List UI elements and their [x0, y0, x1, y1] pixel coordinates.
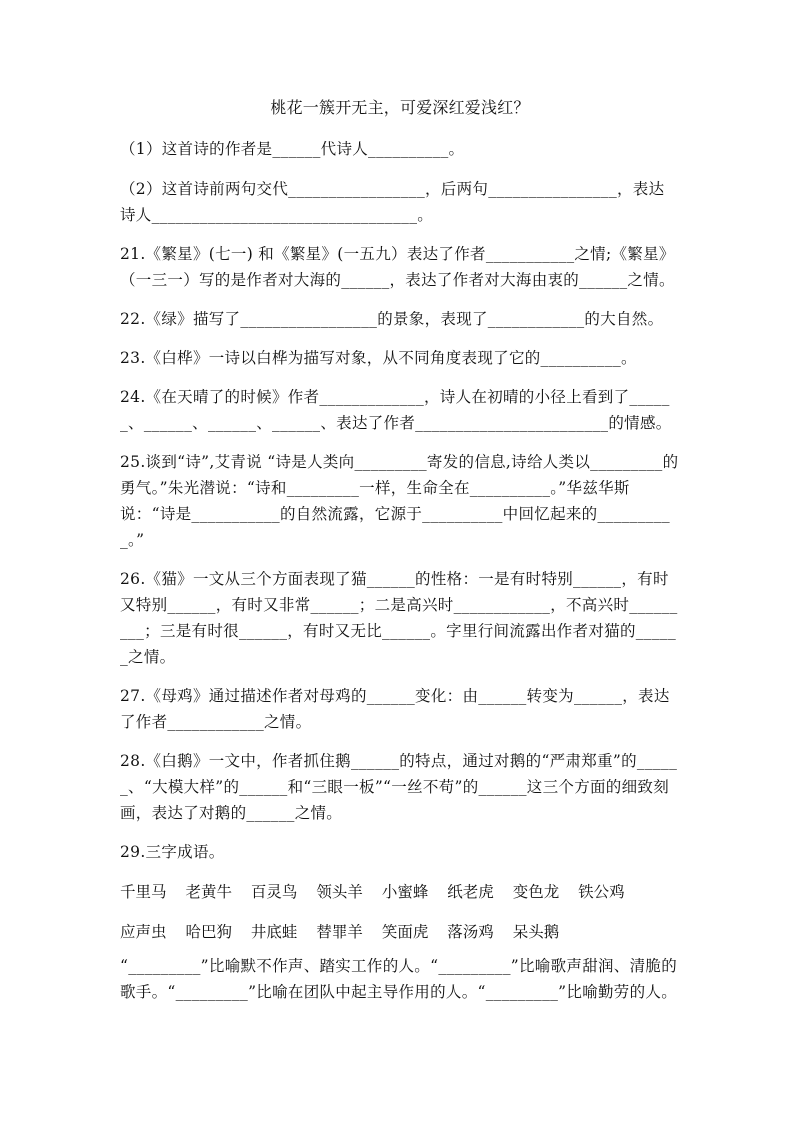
idiom: 呆头鹅 — [512, 923, 560, 941]
question-2: （2）这首诗前两句交代_________________，后两句________________，表达诗人_________________________________。 — [120, 180, 665, 224]
idiom: 应声虫 — [120, 923, 167, 941]
question-26: 26.《猫》一文从三个方面表现了猫______的性格：一是有时特别______，有时又特别______，有时又非常______；二是高兴时____________，不高兴时_________；三是有时很______，有时又无比______。字里行间流露出作者对猫的______之情。 — [120, 570, 678, 666]
poem-line: 桃花一簇开无主，可爱深红爱浅红？ — [270, 98, 530, 117]
idiom: 千里马 — [120, 883, 167, 901]
idiom: 铁公鸡 — [578, 883, 625, 901]
idioms-row-1 — [120, 879, 680, 905]
idiom: 纸老虎 — [447, 883, 494, 901]
idiom: 变色龙 — [512, 883, 560, 901]
idiom: 替罪羊 — [316, 923, 363, 941]
question-22: 22.《绿》描写了_________________的景象，表现了____________的大自然。 — [120, 310, 664, 328]
question-29: 29.三字成语。 — [120, 843, 225, 861]
question-25: 25.谈到“诗”,艾青说 “诗是人类向_________寄发的信息,诗给人类以_________的勇气。”朱光潜说：“诗和_________一样，生命全在__________。”华兹华斯说：“诗是___________的自然流露，它源于__________中回忆起来的__________。” — [120, 453, 679, 549]
idiom: 落汤鸡 — [447, 923, 494, 941]
question-28: 28.《白鹅》一文中，作者抓住鹅______的特点，通过对鹅的“严肃郑重”的______、“大模大样”的______和“三眼一板”“一丝不苟”的______这三个方面的细致刻画，表达了对鹅的______之情。 — [120, 752, 678, 822]
question-29-text: “_________”比喻默不作声、踏实工作的人。“_________”比喻歌声甜润、清脆的歌手。“_________”比喻在团队中起主导作用的人。“_________”比喻勤劳的人。 — [120, 957, 677, 1001]
idiom: 哈巴狗 — [185, 923, 232, 941]
question-21: 21.《繁星》(七一) 和《繁星》(一五九）表达了作者___________之情;《繁星》（一三一）写的是作者对大海的______，表达了作者对大海由衷的______之情。 — [120, 245, 675, 289]
idiom: 笑面虎 — [381, 923, 429, 941]
worksheet-page — [120, 96, 680, 1005]
idioms-row-2 — [120, 919, 680, 945]
idiom: 领头羊 — [316, 883, 363, 901]
question-27: 27.《母鸡》通过描述作者对母鸡的______变化：由______转变为______，表达了作者____________之情。 — [120, 687, 670, 731]
idiom: 井底蛙 — [250, 923, 298, 941]
question-24: 24.《在天晴了的时候》作者_____________，诗人在初晴的小径上看到了______、______、______、______、表达了作者________________________的情感。 — [120, 388, 672, 432]
question-1: （1）这首诗的作者是______代诗人__________。 — [120, 140, 465, 158]
idiom: 老黄牛 — [185, 883, 232, 901]
idiom: 百灵鸟 — [250, 883, 298, 901]
idiom: 小蜜蜂 — [381, 883, 429, 901]
question-23: 23.《白桦》一诗以白桦为描写对象，从不同角度表现了它的__________。 — [120, 349, 637, 367]
